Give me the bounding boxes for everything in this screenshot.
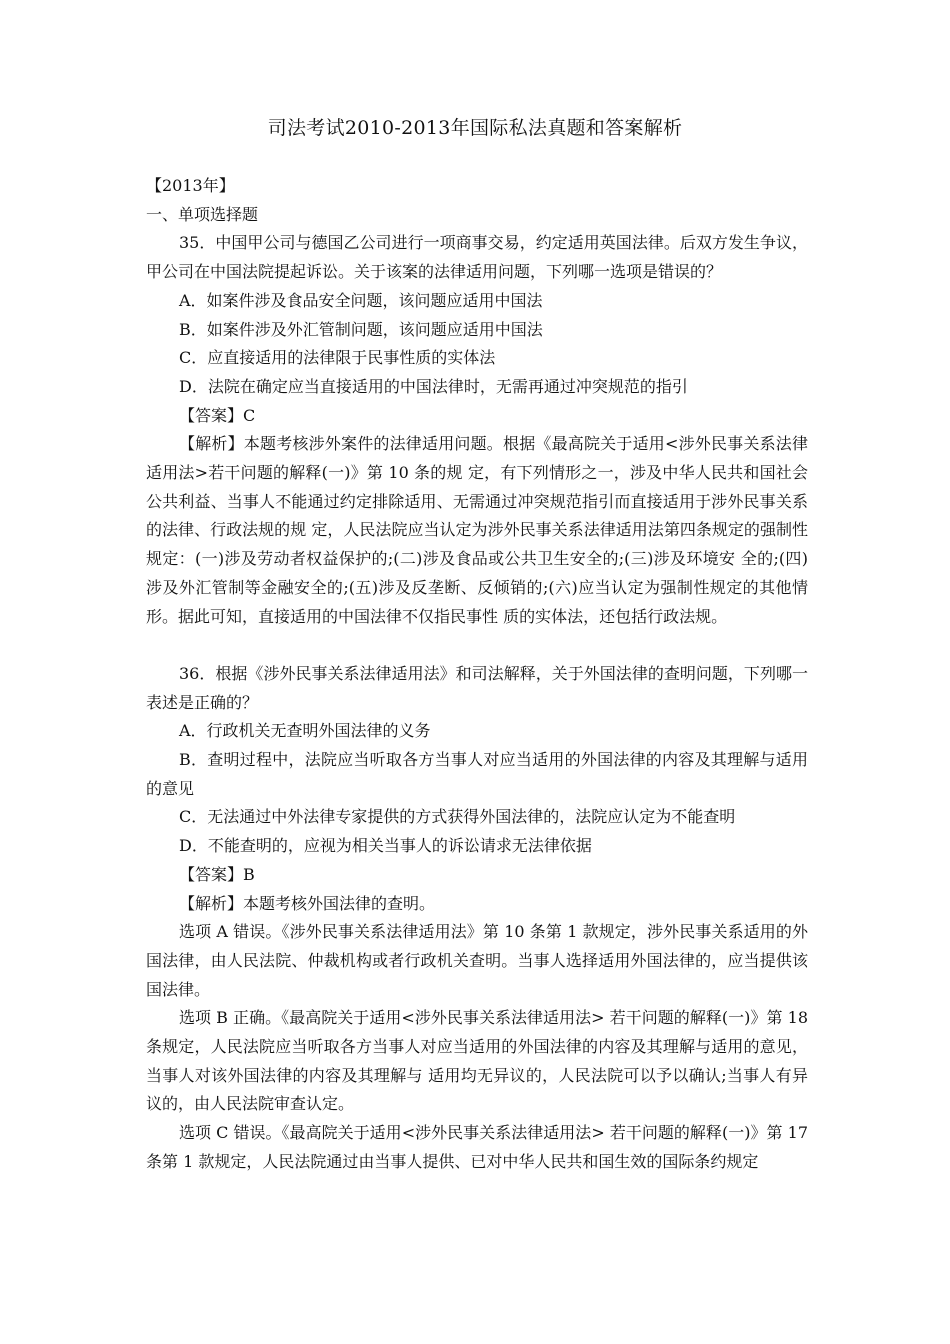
- document-body: [146, 172, 808, 1177]
- year-heading: 【2013年】: [146, 176, 235, 195]
- question-36-analysis-option-a: 选项 A 错误。《涉外民事关系法律适用法》第 10 条第 1 款规定，涉外民事关系适用的外国法律，由人民法院、仲裁机构或者行政机关查明。当事人选择适用外国法律的，应当提供该国法律。: [146, 922, 808, 999]
- section-heading: 一、单项选择题: [146, 204, 259, 224]
- question-36-analysis-option-c: 选项 C 错误。《最高院关于适用<涉外民事关系法律适用法> 若干问题的解释(一)》第 17 条第 1 款规定，人民法院通过由当事人提供、已对中华人民共和国生效的国际条约规定: [146, 1123, 808, 1171]
- question-36-option-d: D．不能查明的，应视为相关当事人的诉讼请求无法律依据: [179, 836, 592, 856]
- question-36-option-b: B．查明过程中，法院应当听取各方当事人对应当适用的外国法律的内容及其理解与适用的意见: [146, 750, 808, 798]
- question-35-analysis: 【解析】本题考核涉外案件的法律适用问题。根据《最高院关于适用<涉外民事关系法律适用法>若干问题的解释(一)》第 10 条的规 定，有下列情形之一，涉及中华人民共和国社会公共利益、当事人不能通过约定排除适用、无需通过冲突规范指引而直接适用于涉外民事关系的法律、行政法规的规 定，人民法院应当认定为涉外民事关系法律适用法第四条规定的强制性规定：(一)涉及劳动者权益保护的;(二)涉及食品或公共卫生安全的;(三)涉及环境安 全的;(四)涉及外汇管制等金融安全的;(五)涉及反垄断、反倾销的;(六)应当认定为强制性规定的其他情形。据此可知，直接适用的中国法律不仅指民事性 质的实体法，还包括行政法规。: [146, 434, 808, 626]
- question-36-analysis-option-b: 选项 B 正确。《最高院关于适用<涉外民事关系法律适用法> 若干问题的解释(一)》第 18 条规定，人民法院应当听取各方当事人对应当适用的外国法律的内容及其理解与适用的意见，当事人对该外国法律的内容及其理解与 适用均无异议的，人民法院可以予以确认;当事人有异议的，由人民法院审查认定。: [146, 1008, 808, 1114]
- question-36-option-c: C．无法通过中外法律专家提供的方式获得外国法律的，法院应认定为不能查明: [179, 807, 736, 827]
- paragraph-spacer: [146, 631, 808, 660]
- question-35-option-a: A．如案件涉及食品安全问题，该问题应适用中国法: [179, 290, 543, 310]
- question-35-option-c: C．应直接适用的法律限于民事性质的实体法: [179, 348, 496, 368]
- question-35-option-d: D．法院在确定应当直接适用的中国法律时，无需再通过冲突规范的指引: [179, 376, 688, 396]
- page-title: 司法考试2010-2013年国际私法真题和答案解析: [267, 117, 683, 139]
- question-36-answer: 【答案】B: [179, 864, 255, 884]
- question-36-stem: 36．根据《涉外民事关系法律适用法》和司法解释，关于外国法律的查明问题，下列哪一表述是正确的？: [146, 663, 808, 712]
- question-35-option-b: B．如案件涉及外汇管制问题，该问题应适用中国法: [179, 319, 543, 339]
- question-36-analysis-intro: 【解析】本题考核外国法律的查明。: [179, 893, 436, 913]
- question-35-stem: 35．中国甲公司与德国乙公司进行一项商事交易，约定适用英国法律。后双方发生争议，甲公司在中国法院提起诉讼。关于该案的法律适用问题，下列哪一选项是错误的？: [146, 233, 808, 282]
- question-36-option-a: A．行政机关无查明外国法律的义务: [179, 721, 431, 741]
- question-35-answer: 【答案】C: [179, 405, 256, 425]
